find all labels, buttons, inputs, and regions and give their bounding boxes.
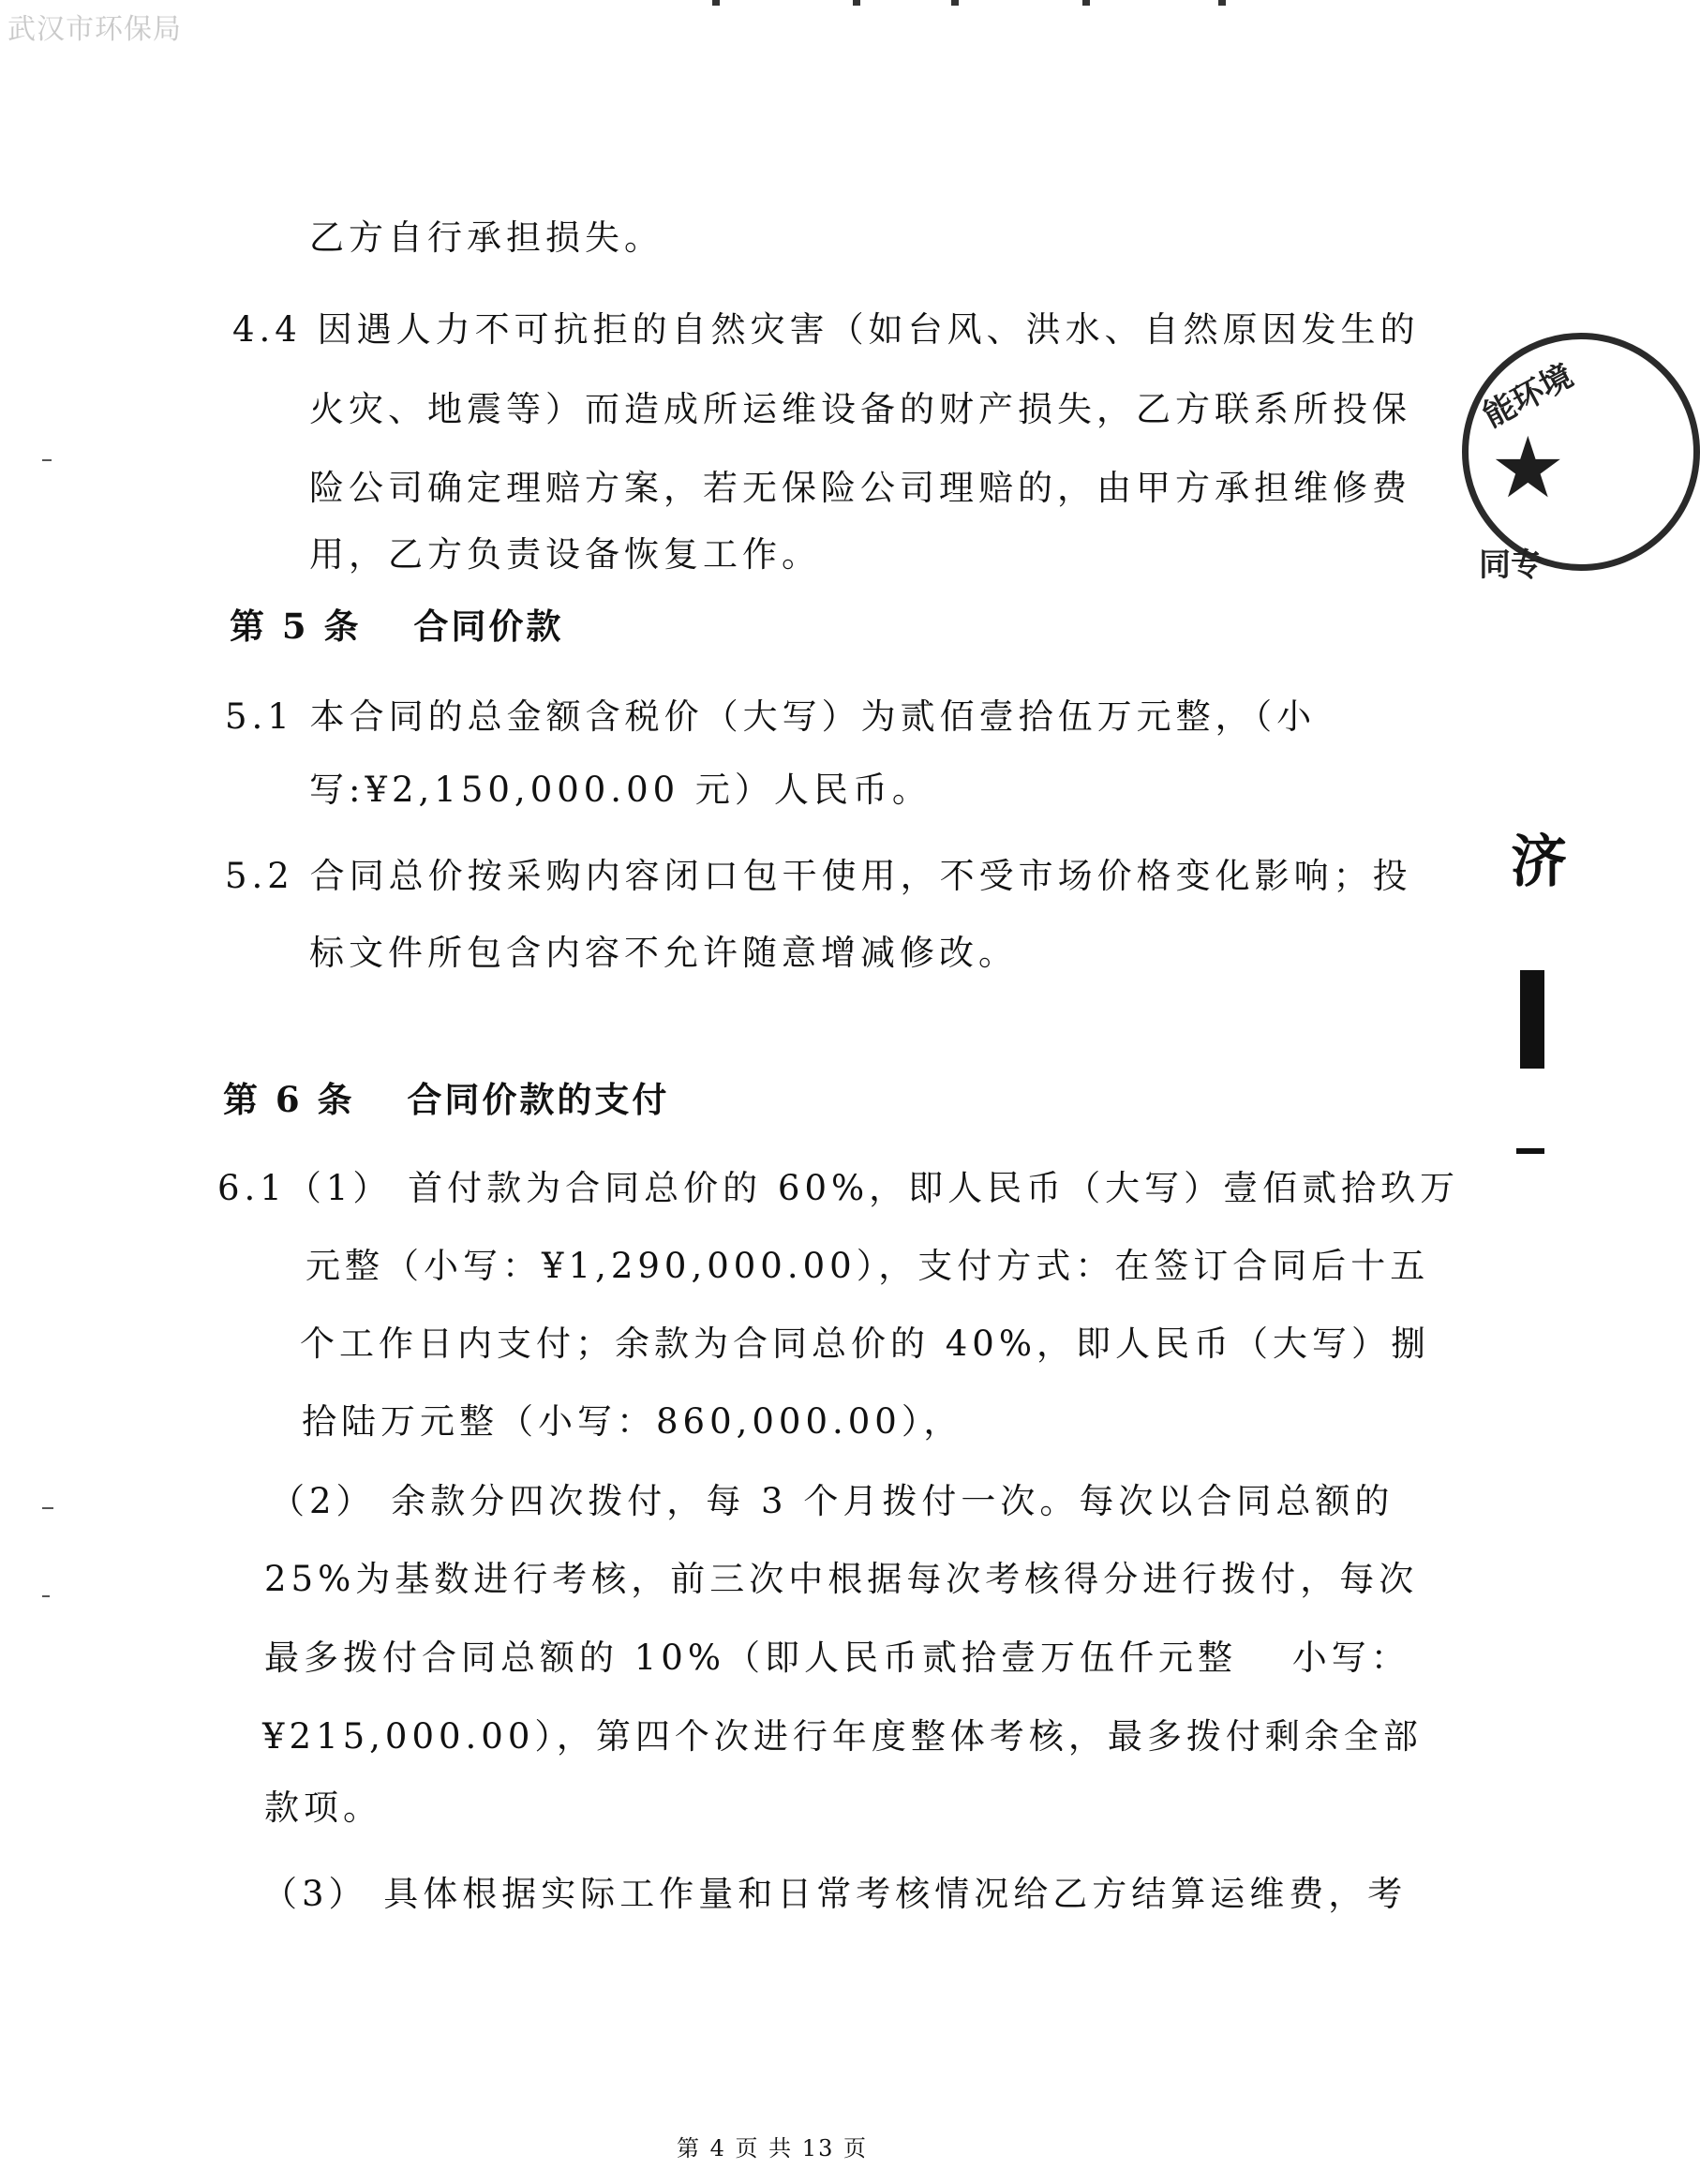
watermark: 武汉市环保局 (7, 13, 182, 46)
body-line-4: 险公司确定理赔方案，若无保险公司理赔的，由甲方承担维修费 (309, 468, 1411, 508)
scan-speck (42, 1507, 53, 1509)
article-5-heading: 第 5 条 合同价款 (230, 606, 564, 647)
body-line-7: 写:¥2,150,000.00 元）人民币。 (309, 770, 932, 810)
body-line-17: ¥215,000.00），第四个次进行年度整体考核，最多拨付剩余全部 (262, 1716, 1423, 1757)
seal-star-icon: ★ (1490, 419, 1566, 517)
seal-bottom-text: 同专 (1479, 546, 1543, 584)
body-line-9: 标文件所包含内容不允许随意增减修改。 (309, 933, 1018, 973)
clause-6-1-2: （2） 余款分四次拨付，每 3 个月拨付一次。每次以合同总额的 (270, 1481, 1394, 1521)
clause-4-4: 4.4 因遇人力不可抗拒的自然灾害（如台风、洪水、自然原因发生的 (232, 309, 1420, 350)
body-line-5: 用，乙方负责设备恢复工作。 (309, 534, 821, 575)
clause-6-1: 6.1（1） 首付款为合同总价的 60%，即人民币（大写）壹佰贰拾玖万 (217, 1168, 1460, 1208)
scan-speck (42, 459, 52, 461)
body-line-18: 款项。 (264, 1788, 382, 1828)
page-number: 第 4 页 共 13 页 (677, 2135, 868, 2162)
right-edge-dash (1516, 1148, 1544, 1154)
right-edge-mark (1520, 970, 1544, 1069)
body-line-16: 最多拨付合同总额的 10%（即人民币贰拾壹万伍仟元整 小写： (264, 1638, 1410, 1678)
body-line-12: 个工作日内支付；余款为合同总价的 40%，即人民币（大写）捌 (300, 1324, 1430, 1364)
clause-6-1-3: （3） 具体根据实际工作量和日常考核情况给乙方结算运维费，考 (262, 1874, 1408, 1914)
body-line-11: 元整（小写：¥1,290,000.00），支付方式：在签订合同后十五 (306, 1246, 1430, 1286)
right-edge-stamp-character: 济 (1511, 830, 1567, 895)
seal-top-text: 能环境 (1477, 356, 1580, 436)
clause-5-1: 5.1 本合同的总金额含税价（大写）为贰佰壹拾伍万元整，（小 (225, 696, 1317, 737)
clause-5-2: 5.2 合同总价按采购内容闭口包干使用，不受市场价格变化影响；投 (225, 856, 1412, 896)
scan-speck (42, 1595, 50, 1597)
article-6-heading: 第 6 条 合同价款的支付 (223, 1079, 670, 1120)
body-line-15: 25%为基数进行考核，前三次中根据每次考核得分进行拨付，每次 (264, 1559, 1419, 1599)
body-line-3: 火灾、地震等）而造成所运维设备的财产损失，乙方联系所投保 (309, 389, 1411, 429)
body-line-1: 乙方自行承担损失。 (309, 217, 664, 258)
body-line-13: 拾陆万元整（小写：860,000.00）， (302, 1401, 963, 1442)
top-edge-marks (712, 0, 1237, 7)
